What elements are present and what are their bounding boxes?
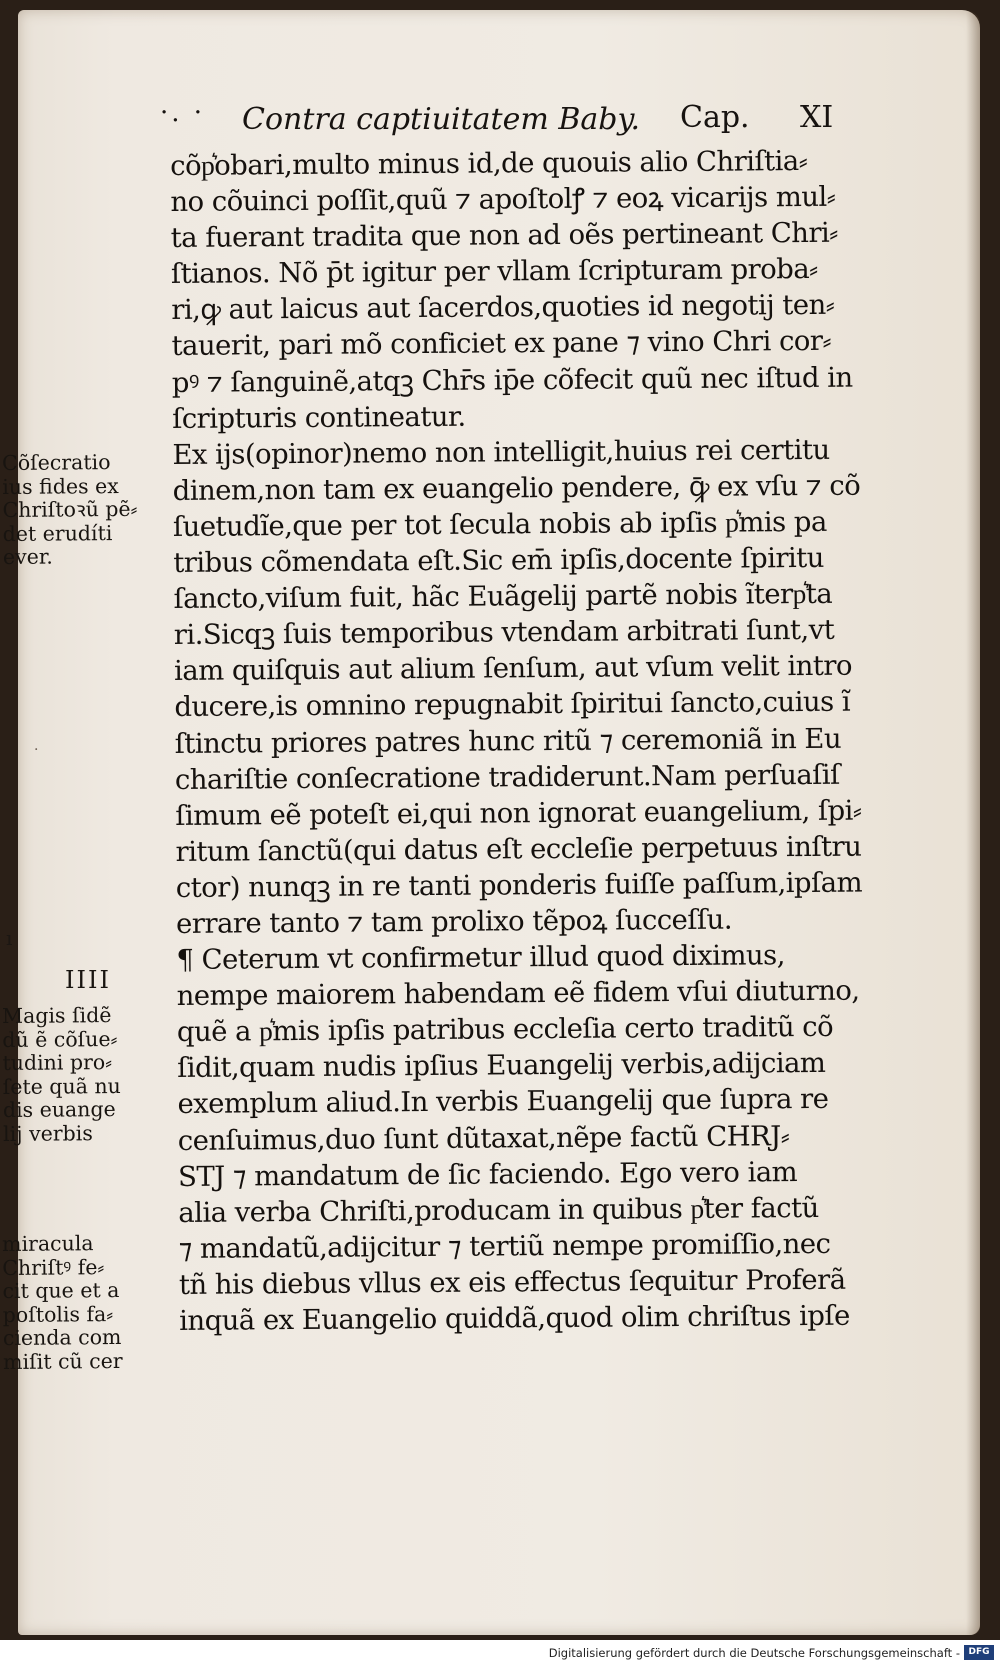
text-line: ſtinctu priores patres hunc ritũ ⁊ ceremoniã in Eu <box>174 722 842 760</box>
text-line: Ex ijs(opinor)nemo non intelligit,huius rei certitu <box>172 433 830 471</box>
marginal-note-line: Chriſtoꝛũ pẽ⸗ <box>2 496 138 522</box>
marginal-note-miracula <box>2 1232 173 1374</box>
text-line: ſuetudĩe,que per tot ſecula nobis ab ipſis p͛mis pa <box>172 505 827 543</box>
text-line: quẽ a p͛mis ipſis patribus eccleſia certo traditũ cõ <box>176 1011 834 1049</box>
marginal-number-mark: IIII <box>65 966 111 994</box>
text-line: cenſuimus,duo ſunt dũtaxat,nẽpe factũ CHRJ⸗ <box>177 1119 790 1157</box>
text-line: cõp͛obari,multo minus id,de quouis alio Chriſtia⸗ <box>170 144 808 182</box>
marginal-note-line: lij verbis <box>3 1120 93 1146</box>
text-line: nempe maiorem habendam eẽ fidem vſui diuturno, <box>176 974 860 1013</box>
marginal-note-line: cit que et a <box>2 1277 120 1303</box>
marginal-note-line: det erudíti <box>2 520 113 546</box>
text-line: no cõuinci poſſit,quũ ⁊ apoſtolꝭ ⁊ eoꝝ vicarijs mul⸗ <box>170 180 836 219</box>
text-line: ri.Sicqꝫ ſuis temporibus vtendam arbitrati ſunt,vt <box>173 614 835 652</box>
text-line: chariſtie conſecratione tradiderunt.Nam perſuaſiſ <box>174 758 840 796</box>
marginal-note-custom <box>2 1004 173 1146</box>
marginal-note-line: ſete quã nu <box>2 1073 121 1099</box>
margin-speck: · <box>34 742 39 758</box>
funding-credit: Digitalisierung gefördert durch die Deutsche Forschungsgemeinschaft - <box>548 1646 960 1660</box>
text-line: ſcripturis contineatur. <box>172 400 466 435</box>
text-line: pꝰ ⁊ ſanguinẽ,atqꝫ Chr̄s ip̄e cõfecit quũ nec iſtud in <box>171 361 853 399</box>
marginal-note-line: tudini pro⸗ <box>2 1050 113 1075</box>
marginal-note-line: miſit cũ cer <box>3 1348 123 1374</box>
chapter-label: Cap. <box>680 100 750 135</box>
marginal-note-consecration <box>2 451 173 570</box>
text-line: ducere,is omnino repugnabit ſpiritui ſancto,cuius ĩ <box>174 686 851 724</box>
text-line: iam quiſquis aut alium ſenſum, aut vſum velit intro <box>173 649 853 688</box>
text-line: errare tanto ⁊ tam prolixo tẽpoꝝ ſucceſſu. <box>175 903 733 940</box>
running-head-title: Contra captiuitatem Baby. <box>242 102 640 137</box>
text-line: ſimum eẽ poteſt ei,qui non ignorat euangelium, ſpi⸗ <box>175 794 862 832</box>
marginal-note-line: Chriſtꝰ fe⸗ <box>2 1254 105 1280</box>
marginal-note-line: ever. <box>2 544 53 569</box>
text-line: inquã ex Euangelio quiddã,quod olim chriſtus ipſe <box>179 1299 850 1337</box>
marginal-note-line: ius fides ex <box>2 473 119 499</box>
text-line: exemplum aliud.In verbis Euangelij que ſupra re <box>177 1083 829 1121</box>
page-edge-shadow <box>966 10 980 1635</box>
text-line: tribus cõmendata eſt.Sic em̄ ipſis,docente ſpiritu <box>173 541 825 580</box>
text-line: alia verba Chriſti,producam in quibus p͛ter factũ <box>178 1191 819 1229</box>
marginal-note-line: miracula <box>1 1231 94 1256</box>
text-line: tauerit, pari mõ conficiet ex pane ⁊ vino Chri cor⸗ <box>171 325 832 363</box>
marginal-note-line: poſtolis fa⸗ <box>2 1301 114 1327</box>
margin-tick-mark: ı <box>6 926 13 950</box>
footer-bar <box>0 1640 1000 1668</box>
text-line: ſidit,quam nudis ipſius Euangelij verbis,adijciam <box>177 1047 826 1085</box>
text-line: ſancto,viſum fuit, hãc Euãgelij partẽ nobis ĩterp͛ta <box>173 577 833 616</box>
text-line: dinem,non tam ex euangelio pendere, ꝙ̄ ex vſu ⁊ cõ <box>172 469 861 507</box>
chapter-number: XI <box>800 100 834 135</box>
text-line: tñ his diebus vllus ex eis effectus ſequitur Proferã <box>178 1263 846 1301</box>
marginal-note-line: Cõſecratio <box>1 450 111 475</box>
text-line: ta fuerant tradita que non ad oẽs pertineant Chri⸗ <box>170 216 838 255</box>
text-line: ritum ſanctũ(qui datus eſt eccleſie perpetuus inſtru <box>175 830 862 868</box>
marginal-note-line: dis euange <box>2 1097 116 1122</box>
main-text-block <box>170 142 939 1339</box>
text-line: ⁊ mandatũ,adijcitur ⁊ tertiũ nempe promiſſio,nec <box>178 1227 831 1265</box>
text-line: ¶ Ceterum vt confirmetur illud quod diximus, <box>176 939 785 977</box>
marginal-note-line: Magis ſidẽ <box>1 1003 112 1028</box>
running-head <box>160 98 920 148</box>
marginal-note-line: cienda com <box>2 1324 122 1350</box>
marginal-note-line: dũ ẽ cõſue⸗ <box>2 1026 118 1052</box>
text-line: ſtianos. Nõ p̄t igitur per vllam ſcripturam proba⸗ <box>170 253 818 291</box>
dfg-logo: DFG <box>964 1645 994 1660</box>
text-line: ctor) nunqꝫ in re tanti ponderis fuiſſe paſſum,ipſam <box>175 866 863 904</box>
running-head-ornament: ·. · <box>160 98 206 128</box>
text-line: STJ ⁊ mandatum de ſic faciendo. Ego vero iam <box>177 1155 798 1193</box>
text-line: ri,ꝙ aut laicus aut ſacerdos,quoties id negotij ten⸗ <box>171 289 835 327</box>
